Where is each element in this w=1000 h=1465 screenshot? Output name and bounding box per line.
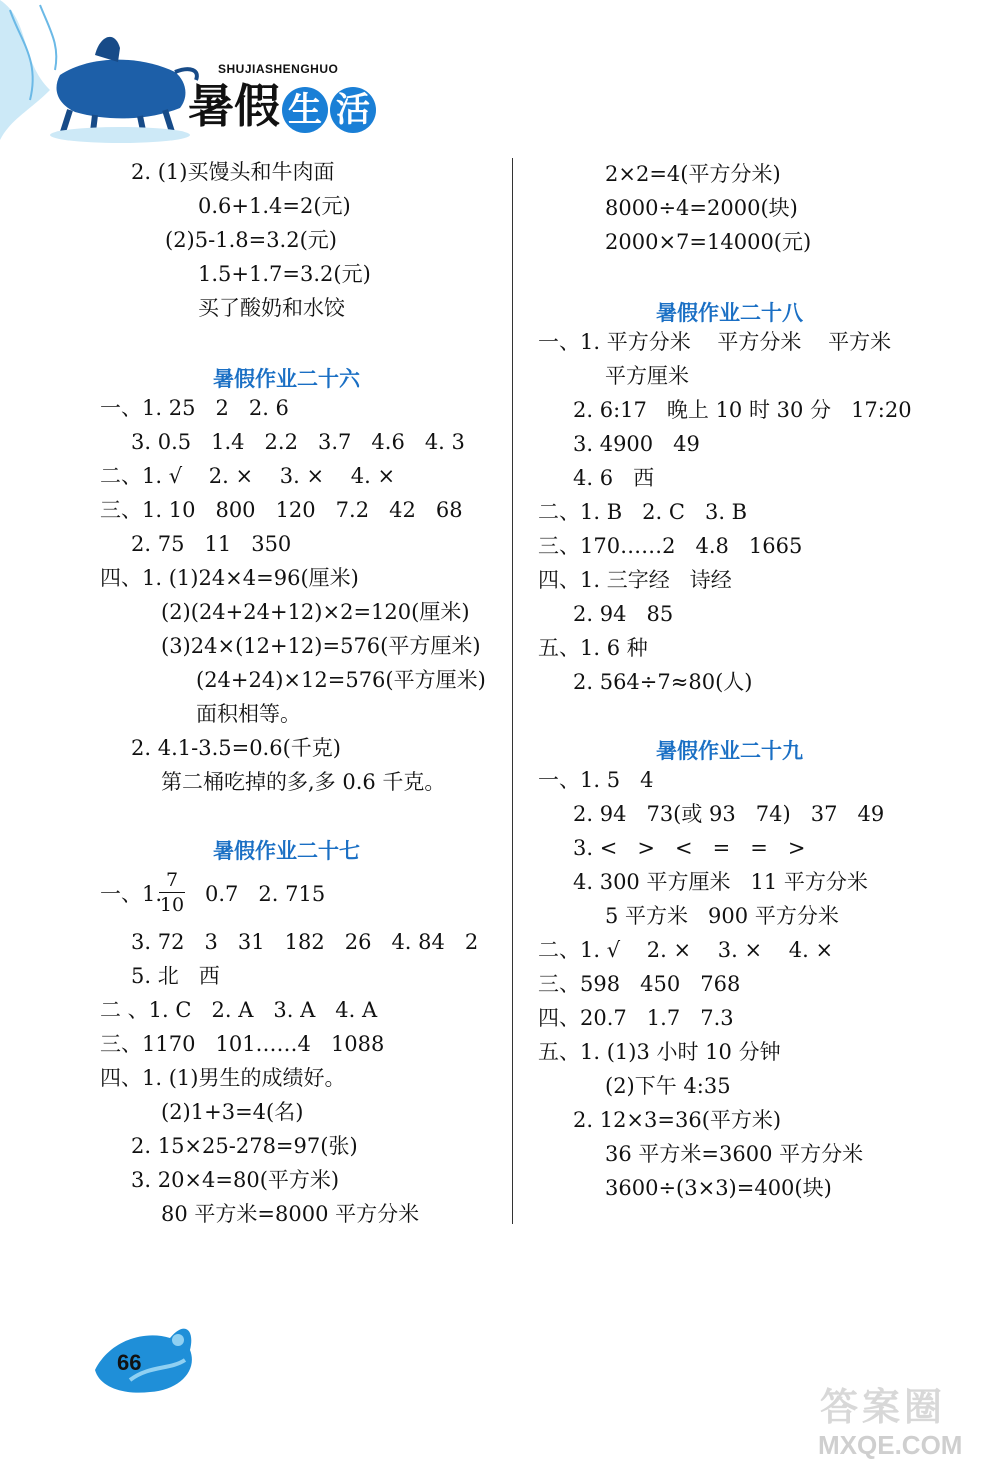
- answer-line: 一、1. 平方分米 平方分米 平方米: [538, 330, 892, 354]
- answer-line: 五、1. (1)3 小时 10 分钟: [538, 1040, 781, 1064]
- brand-circle-2: 活: [330, 87, 376, 133]
- fraction-numerator: 7: [165, 869, 179, 891]
- answer-line: 四、1. (1)24×4=96(厘米): [100, 566, 359, 590]
- answer-line: 3. 0.5 1.4 2.2 3.7 4.6 4. 3: [131, 430, 465, 454]
- watermark-logo: 答案圈: [820, 1385, 947, 1429]
- answer-line: 3. < > < = = >: [573, 836, 806, 860]
- answer-line: (2)1+3=4(名): [161, 1100, 304, 1124]
- answer-line: 5 平方米 900 平方分米: [605, 904, 839, 928]
- answer-line: 36 平方米=3600 平方分米: [605, 1142, 864, 1166]
- answer-line: 2. 4.1-3.5=0.6(千克): [131, 736, 341, 760]
- answer-line: 2. 94 85: [573, 602, 674, 626]
- answer-line: 3. 4900 49: [573, 432, 700, 456]
- answer-line: 五、1. 6 种: [538, 636, 648, 660]
- answer-line: 三、170……2 4.8 1665: [538, 534, 803, 558]
- answer-line: 4. 300 平方厘米 11 平方分米: [573, 870, 868, 894]
- answer-line: 4. 6 西: [573, 466, 655, 490]
- answer-line: 1.5+1.7=3.2(元): [198, 262, 371, 286]
- answer-line: (3)24×(12+12)=576(平方厘米): [161, 634, 481, 658]
- answer-line: 3. 72 3 31 182 26 4. 84 2: [131, 930, 479, 954]
- answer-line: 80 平方米=8000 平方分米: [161, 1202, 420, 1226]
- page-number-badge-icon: [90, 1310, 200, 1400]
- answer-line: (2)(24+24+12)×2=120(厘米): [161, 600, 470, 624]
- answer-line: 3600÷(3×3)=400(块): [605, 1176, 832, 1200]
- brand-title-main: 暑假: [188, 79, 280, 133]
- answer-line: 二 、1. C 2. A 3. A 4. A: [100, 998, 378, 1022]
- header-logo: [0, 0, 420, 150]
- answer-line: 三、1170 101……4 1088: [100, 1032, 385, 1056]
- fraction-bar: [159, 892, 185, 893]
- answer-line: 2. (1)买馒头和牛肉面: [131, 160, 335, 184]
- fraction-denominator: 10: [159, 894, 185, 916]
- answer-line: 2. 94 73(或 93 74) 37 49: [573, 802, 885, 826]
- answer-line: 2. 564÷7≈80(人): [573, 670, 753, 694]
- answer-line: (24+24)×12=576(平方厘米): [196, 668, 486, 692]
- answer-line: 0.6+1.4=2(元): [198, 194, 351, 218]
- answer-line: (2)下午 4:35: [605, 1074, 731, 1098]
- answer-line: 买了酸奶和水饺: [198, 296, 345, 320]
- page-number: 66: [117, 1350, 142, 1375]
- column-divider: [512, 158, 513, 1224]
- answer-line: 面积相等。: [196, 702, 301, 726]
- answer-line: 2000×7=14000(元): [605, 230, 812, 254]
- answer-line: 三、1. 10 800 120 7.2 42 68: [100, 498, 463, 522]
- answer-line: 平方厘米: [605, 364, 689, 388]
- answer-line: 一、1. 25 2 2. 6: [100, 396, 289, 420]
- answer-line: 二、1. √ 2. × 3. × 4. ×: [100, 464, 396, 488]
- answer-line: 8000÷4=2000(块): [605, 196, 798, 220]
- answer-line: 三、598 450 768: [538, 972, 741, 996]
- section-title-29: 暑假作业二十九: [656, 739, 803, 763]
- answer-line: 第二桶吃掉的多,多 0.6 千克。: [161, 770, 446, 794]
- answer-line: 3. 20×4=80(平方米): [131, 1168, 340, 1192]
- answer-line: 四、1. 三字经 诗经: [538, 568, 732, 592]
- brand-title: [188, 70, 376, 136]
- watermark-url: MXQE.COM: [818, 1430, 963, 1460]
- answer-line: 二、1. √ 2. × 3. × 4. ×: [538, 938, 834, 962]
- answer-line: 一、1.: [100, 882, 163, 906]
- brand-english: SHUJIASHENGHUO: [218, 62, 339, 76]
- answer-line: 一、1. 5 4: [538, 768, 654, 792]
- answer-line: 2. 15×25-278=97(张): [131, 1134, 358, 1158]
- answer-line: 四、1. (1)男生的成绩好。: [100, 1066, 346, 1090]
- answer-line: 四、20.7 1.7 7.3: [538, 1006, 734, 1030]
- answer-line: 二、1. B 2. C 3. B: [538, 500, 748, 524]
- section-title-28: 暑假作业二十八: [656, 301, 803, 325]
- answer-line: 5. 北 西: [131, 964, 220, 988]
- fraction: [157, 869, 187, 916]
- answer-line: (2)5-1.8=3.2(元): [165, 228, 337, 252]
- answer-line: 0.7 2. 715: [205, 882, 326, 906]
- answer-line: 2. 6:17 晚上 10 时 30 分 17:20: [573, 398, 912, 422]
- section-title-27: 暑假作业二十七: [213, 839, 360, 863]
- answer-line: 2. 75 11 350: [131, 532, 292, 556]
- answer-line: 2. 12×3=36(平方米): [573, 1108, 782, 1132]
- brand-circle-1: 生: [282, 87, 328, 133]
- section-title-26: 暑假作业二十六: [213, 367, 360, 391]
- answer-line: 2×2=4(平方分米): [605, 162, 781, 186]
